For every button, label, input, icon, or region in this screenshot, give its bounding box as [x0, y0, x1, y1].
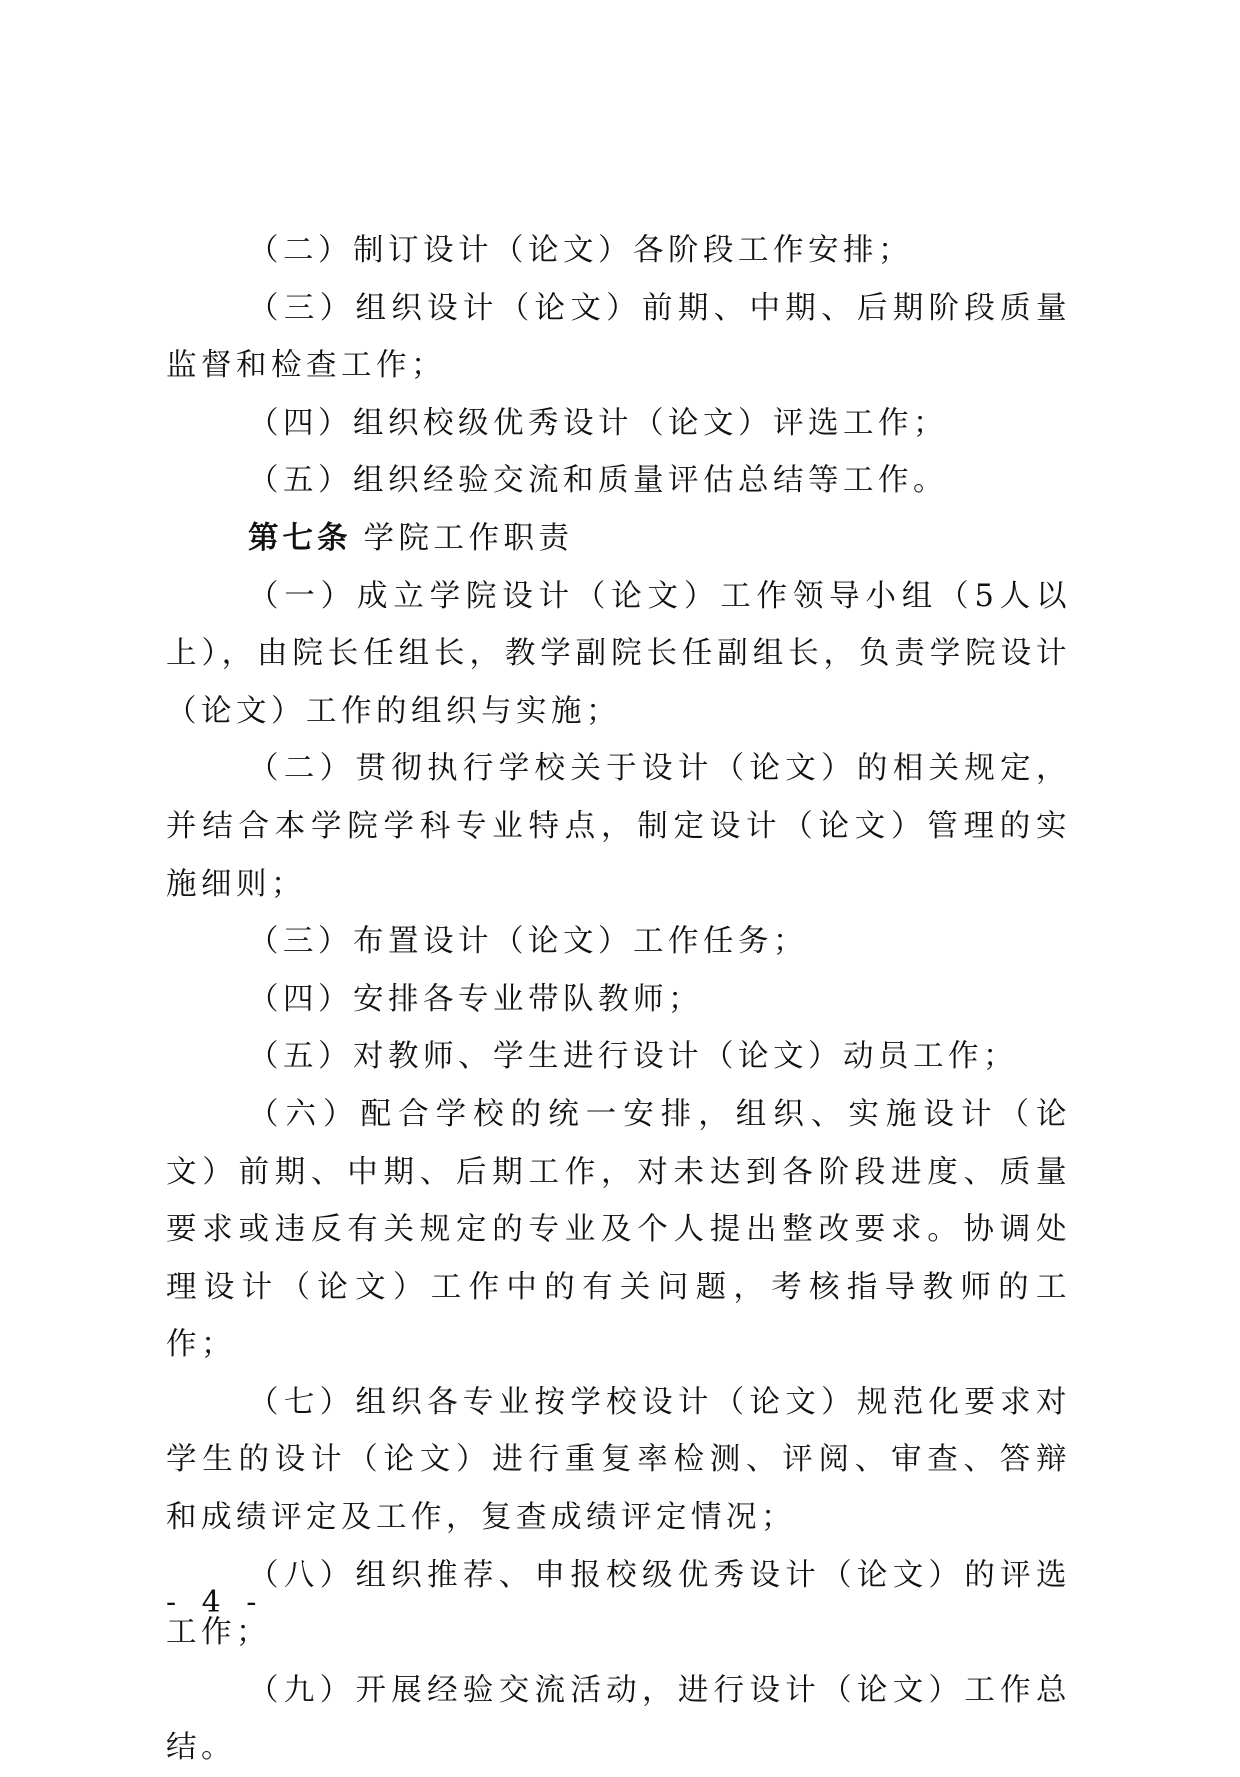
- paragraph-7-8: （八）组织推荐、申报校级优秀设计（论文）的评选工作；: [166, 1557, 1071, 1651]
- paragraph-7-6: （六）配合学校的统一安排，组织、实施设计（论文）前期、中期、后期工作，对未达到各阶段进度、质量要求或违反有关规定的专业及个人提出整改要求。协调处理设计（论文）工作中的有关问题，考核指导教师的工作；: [166, 1096, 1071, 1363]
- paragraph-2-5: （五）组织经验交流和质量评估总结等工作。: [248, 463, 948, 499]
- paragraph-7-9: （九）开展经验交流活动，进行设计（论文）工作总结。: [166, 1672, 1071, 1766]
- document-body: [166, 222, 1071, 1777]
- paragraph-7-5: （五）对教师、学生进行设计（论文）动员工作；: [248, 1039, 1018, 1075]
- paragraph-7-7: （七）组织各专业按学校设计（论文）规范化要求对学生的设计（论文）进行重复率检测、评阅、审查、答辩和成绩评定及工作，复查成绩评定情况；: [166, 1384, 1071, 1536]
- paragraph-2-4: （四）组织校级优秀设计（论文）评选工作；: [248, 405, 948, 441]
- paragraph-2-2: （二）制订设计（论文）各阶段工作安排；: [248, 233, 913, 268]
- paragraph-2-3: （三）组织设计（论文）前期、中期、后期阶段质量监督和检查工作；: [166, 290, 1071, 384]
- article-number: 第七条: [248, 519, 352, 556]
- article-title: 学院工作职责: [363, 520, 574, 556]
- article-7-heading-line: [166, 510, 1071, 568]
- paragraph-7-3: （三）布置设计（论文）工作任务；: [248, 924, 808, 960]
- paragraph-7-2: （二）贯彻执行学校关于设计（论文）的相关规定，并结合本学院学科专业特点，制定设计（论文）管理的实施细则；: [166, 751, 1071, 902]
- page-number: - 4 -: [166, 1585, 265, 1620]
- paragraph-7-4: （四）安排各专业带队教师；: [248, 981, 703, 1017]
- paragraph-7-1: （一）成立学院设计（论文）工作领导小组（5人以上），由院长任组长，教学副院长任副组长，负责学院设计（论文）工作的组织与实施；: [166, 578, 1071, 729]
